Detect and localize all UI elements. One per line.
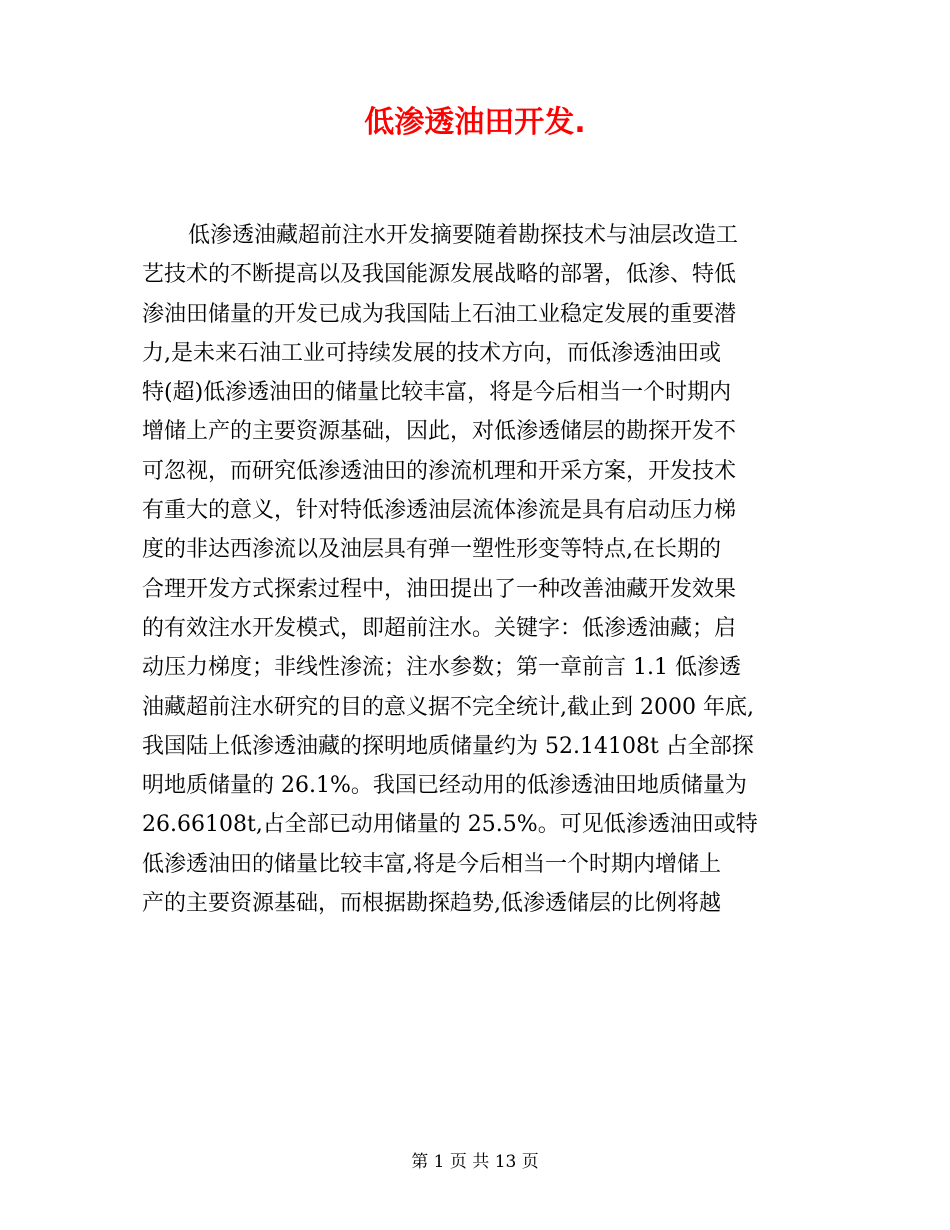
body-line: 动压力梯度；非线性渗流；注水参数；第一章前言 1.1 低渗透 <box>142 655 741 681</box>
body-line: 的有效注水开发模式，即超前注水。关键字：低渗透油藏；启 <box>142 615 737 641</box>
document-body <box>142 216 832 923</box>
body-line: 明地质储量的 26.1%。我国已经动用的低渗透油田地质储量为 <box>142 773 747 799</box>
body-line: 增储上产的主要资源基础，因此，对低渗透储层的勘探开发不 <box>142 419 737 445</box>
page-footer <box>0 1150 950 1174</box>
body-line: 有重大的意义，针对特低渗透油层流体渗流是具有启动压力梯 <box>142 498 737 524</box>
page-number: 第 1 页 共 13 页 <box>411 1152 539 1172</box>
body-line: 合理开发方式探索过程中，油田提出了一种改善油藏开发效果 <box>142 576 737 602</box>
body-line: 低渗透油藏超前注水开发摘要随着勘探技术与油层改造工 <box>188 223 739 248</box>
body-line: 渗油田储量的开发已成为我国陆上石油工业稳定发展的重要潜 <box>142 301 737 327</box>
body-line: 艺技术的不断提高以及我国能源发展战略的部署，低渗、特低 <box>142 262 737 288</box>
body-line: 产的主要资源基础，而根据勘探趋势,低渗透储层的比例将越 <box>142 891 721 917</box>
body-line: 26.66108t,占全部已动用储量的 25.5%。可见低渗透油田或特 <box>142 812 758 838</box>
body-line: 油藏超前注水研究的目的意义据不完全统计,截止到 2000 年底, <box>142 694 754 720</box>
document-title: 低渗透油田开发. <box>364 105 586 140</box>
body-line: 低渗透油田的储量比较丰富,将是今后相当一个时期内增储上 <box>142 851 721 877</box>
body-line: 度的非达西渗流以及油层具有弹一塑性形变等特点,在长期的 <box>142 537 721 563</box>
body-line: 我国陆上低渗透油藏的探明地质储量约为 52.14108t 占全部探 <box>142 733 754 759</box>
body-line: 力,是未来石油工业可持续发展的技术方向，而低渗透油田或 <box>142 340 721 366</box>
body-line: 可忽视，而研究低渗透油田的渗流机理和开采方案，开发技术 <box>142 458 737 484</box>
body-line: 特(超)低渗透油田的储量比较丰富，将是今后相当一个时期内 <box>142 380 732 406</box>
